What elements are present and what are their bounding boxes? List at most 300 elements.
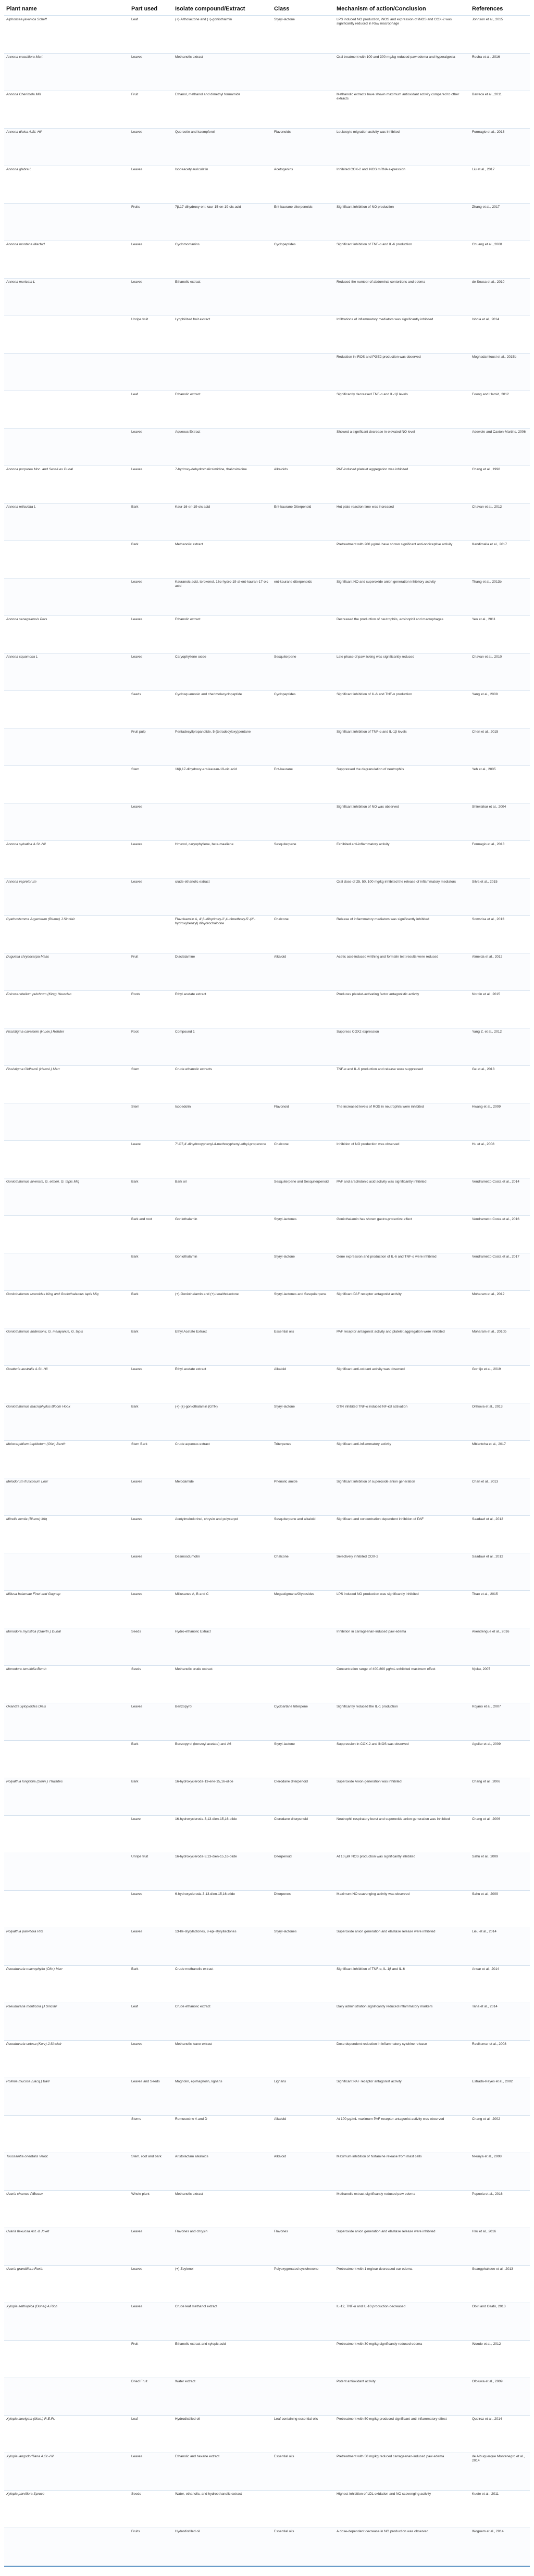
cell-class	[272, 616, 334, 653]
cell-class	[272, 991, 334, 1028]
cell-mechanism: Oral treatment with 100 and 300 mg/kg reduced paw edema and hyperalgesia	[337, 55, 455, 59]
table-row	[4, 878, 530, 916]
cell-plant-name	[4, 1891, 129, 1928]
cell-class: Triterpenes	[274, 1442, 292, 1446]
cell-part-used: Leaves	[131, 430, 143, 434]
cell-plant-name	[4, 1216, 129, 1253]
cell-isolate: (+)-Goniothalamin and (+)-isoaltholactone	[175, 1292, 239, 1296]
cell-part-used: Leaves	[131, 580, 143, 584]
cell-isolate	[173, 803, 272, 840]
cell-references: Rocha et al., 2016	[472, 55, 500, 59]
cell-class	[272, 1666, 334, 1703]
table-row	[4, 1628, 530, 1666]
cell-references: Estrada-Reyes et al., 2002	[472, 2080, 513, 2083]
cell-plant-name: Annona Cherimola Mill	[6, 93, 41, 96]
cell-class: Diterpenoid	[274, 1855, 292, 1858]
cell-plant-name: Duguetia chrysocarpa Maas	[6, 955, 49, 959]
table-row	[4, 991, 530, 1028]
cell-references: Foong and Hamid, 2012	[472, 393, 509, 396]
table-row	[4, 2191, 530, 2228]
cell-references: Saadawi et al., 2012	[472, 1555, 503, 1559]
cell-part-used: Root	[131, 1030, 139, 1034]
cell-mechanism: Exhibited anti-inflammatory activity	[337, 843, 390, 846]
cell-plant-name: Pseuduvaria monticola (J.Sinclair	[6, 2005, 57, 2008]
cell-mechanism: Gene expression and production of IL-6 and TNF-α were inhibited	[337, 1255, 437, 1259]
cell-class: Sesquiterpene and alkaloid	[274, 1517, 316, 1521]
cell-part-used: Leaves	[131, 618, 143, 621]
cell-mechanism: Oral dose of 25, 50, 100 mg/kg inhibited the release of inflammatory mediators	[337, 880, 456, 884]
cell-part-used: Stem	[131, 1105, 140, 1109]
table-row	[4, 2453, 530, 2491]
cell-mechanism: Suppression in COX-2 and iNOS was observed	[337, 1742, 409, 1746]
table-body	[4, 16, 530, 2566]
cell-isolate: Ethyl acetate extract	[175, 1367, 206, 1371]
table-row	[4, 2416, 530, 2453]
cell-plant-name: Annona muricata L	[6, 280, 35, 284]
table-row	[4, 541, 530, 579]
cell-part-used: Stem	[131, 768, 140, 771]
cell-plant-name	[4, 691, 129, 728]
cell-plant-name	[4, 316, 129, 353]
cell-part-used: Stem	[131, 1067, 140, 1071]
cell-isolate: 16-hydroxycleroda-3,13-dien-15,16-olide	[175, 1855, 237, 1858]
cell-isolate: Hydrodistilled oil	[175, 2530, 201, 2533]
cell-references: Vendrametto Costa et al., 2014	[472, 1180, 519, 1184]
cell-plant-name: Annona sylvatica A.St.-Hil	[6, 843, 46, 846]
cell-isolate: crude ethanolic extract	[175, 880, 210, 884]
cell-part-used: Roots	[131, 992, 141, 996]
cell-part-used: Leaves	[131, 1480, 143, 1484]
cell-part-used: Stem Bark	[131, 1442, 147, 1446]
cell-part-used	[129, 916, 173, 953]
cell-part-used: Leaves	[131, 880, 143, 884]
table-row	[4, 129, 530, 166]
cell-references: Formagio et al., 2013	[472, 843, 505, 846]
cell-isolate: Water extract	[175, 2380, 195, 2383]
cell-class	[272, 803, 334, 840]
table-row	[4, 2303, 530, 2341]
cell-class: Alkaloid	[274, 1367, 287, 1371]
table-row	[4, 916, 530, 953]
table-row	[4, 1291, 530, 1328]
cell-part-used: Leave	[131, 1817, 141, 1821]
cell-mechanism: Maximum NO scavenging activity was observed	[337, 1892, 409, 1896]
table-row	[4, 1741, 530, 1778]
cell-class: Sesquiterpene	[274, 655, 296, 659]
cell-references: Moharam et al., 2012	[472, 1292, 505, 1296]
cell-plant-name	[4, 2341, 129, 2378]
cell-class	[272, 728, 334, 765]
cell-mechanism: Concentration range of 400-800 μg/mL exhibited maximum effect	[337, 1667, 436, 1671]
cell-class	[272, 54, 334, 91]
cell-part-used: Fruit	[131, 955, 139, 959]
cell-part-used: Leaf	[131, 393, 138, 396]
cell-mechanism: At 10 μM NOS production was significantly inhibited	[337, 1855, 416, 1858]
cell-plant-name	[4, 429, 129, 466]
cell-mechanism: Goniothalamin has shown gastro-protective effect	[337, 1217, 412, 1221]
cell-plant-name: Xylopia parviflora Spruce	[6, 2492, 45, 2496]
cell-plant-name	[4, 2528, 129, 2565]
table-row	[4, 54, 530, 91]
table-row	[4, 1666, 530, 1703]
cell-isolate: Ethanol, methanol and dimethyl formamide	[175, 93, 241, 96]
cell-class: Essential oils	[274, 1330, 294, 1334]
cell-isolate: Ethanolic and hexane extract	[175, 2455, 220, 2458]
cell-references: Hu et al., 2008	[472, 1142, 494, 1146]
cell-references: Yeh et al., 2005	[472, 768, 496, 771]
cell-class	[272, 391, 334, 428]
cell-part-used: Bark	[131, 1330, 139, 1334]
cell-isolate: Methanolic extract	[175, 55, 203, 59]
table-row	[4, 2041, 530, 2078]
cell-plant-name	[4, 579, 129, 615]
cell-isolate: 7β,17-dihydroxy-ent-kaur-15-en-19-oic acid	[175, 205, 241, 209]
cell-plant-name: Goniothalamus uvaroides King and Goniothalamus tapis Miq	[6, 1292, 99, 1296]
cell-plant-name: Melocarpidium Lepidotum (Oliv.) Benth	[6, 1442, 66, 1446]
cell-references: Chang et al., 2006	[472, 1817, 500, 1821]
cell-isolate: Benzopyrol (benzoyl acetate) and A6	[175, 1742, 231, 1746]
cell-class	[272, 316, 334, 353]
cell-plant-name: Xylopia aethiopica (Dunal) A.Rich	[6, 2305, 57, 2308]
cell-mechanism: Reduction in iROS and PGE2 production was observed	[337, 355, 421, 359]
table-row	[4, 2341, 530, 2378]
cell-class	[272, 1028, 334, 1065]
cell-mechanism: Significant inhibition of TNF-α and IL-1β levels	[337, 730, 407, 734]
cell-class	[272, 541, 334, 578]
cell-references: Chuang et al., 2008	[472, 243, 502, 246]
cell-class: Phenolic amide	[274, 1480, 298, 1484]
cell-isolate: Isodeacetylauriculatin	[175, 168, 208, 171]
cell-mechanism: Hot plate reaction time was increased	[337, 505, 394, 509]
cell-plant-name: Guatteria australis A.St.-Hil	[6, 1367, 48, 1371]
cell-class	[272, 354, 334, 391]
cell-isolate: (+)-Zeylenol	[175, 2267, 194, 2271]
cell-part-used: Bark	[131, 1780, 139, 1783]
cell-mechanism: LPS induced NO production was significantly inhibited	[337, 1592, 419, 1596]
cell-references: Chang et al., 2006	[472, 1780, 500, 1783]
cell-isolate: 16-hydroxycleroda-13-ene-15,16-olide	[175, 1780, 233, 1783]
cell-class	[272, 2041, 334, 2078]
cell-class: Clerodane diterpenoid	[274, 1817, 308, 1821]
header-mechanism: Mechanism of action/Conclusion	[337, 6, 426, 12]
table-row	[4, 1516, 530, 1553]
cell-plant-name: Mitrella kentia (Blume) Miq	[6, 1517, 47, 1521]
table-bottom-rule	[4, 2566, 530, 2567]
cell-isolate: Aristolactam alkaloids	[175, 2155, 208, 2158]
table-row	[4, 1591, 530, 1628]
cell-class: Styryl-lactone	[274, 18, 295, 21]
cell-references: Chavan et al., 2012	[472, 505, 502, 509]
cell-isolate: Caryophyllene oxide	[175, 655, 206, 659]
cell-part-used: Leaves	[131, 1892, 143, 1896]
cell-class: Megastigmane/Glycosides	[274, 1592, 315, 1596]
cell-mechanism: Pretreatment with 1 mg/ear decreased ear edema	[337, 2267, 413, 2271]
cell-references: Woguem et al., 2014	[472, 2530, 504, 2533]
table-row	[4, 2228, 530, 2266]
cell-plant-name	[4, 728, 129, 765]
table-row	[4, 1328, 530, 1366]
cell-class	[272, 279, 334, 316]
cell-plant-name: Annona senegalensis Pers	[6, 618, 47, 621]
cell-mechanism: Showed a significant decrease in elevated NO level	[337, 430, 415, 434]
cell-mechanism: Dose dependent reduction in inflammatory cytokine release	[337, 2042, 427, 2046]
cell-references: Nordin et al., 2015	[472, 992, 500, 996]
cell-plant-name: Miliusa balansae Finet and Gagnep	[6, 1592, 60, 1596]
cell-plant-name	[4, 1553, 129, 1590]
cell-references: Liu et al., 2017	[472, 168, 495, 171]
cell-references: Chavan et al., 2010	[472, 655, 502, 659]
cell-plant-name	[4, 803, 129, 840]
cell-isolate: Melodamide	[175, 1480, 194, 1484]
cell-plant-name: Alphonsea javanica Scheff	[6, 18, 47, 21]
cell-isolate: Methanolic extract	[175, 2192, 203, 2196]
cell-references: Vendrametto Costa et al., 2017	[472, 1255, 519, 1259]
cell-class: Ent-kaurane diterpenoids	[274, 205, 313, 209]
cell-references: Queiroz et al., 2014	[472, 2417, 502, 2421]
cell-mechanism: Significant anti-inflammatory activity	[337, 1442, 391, 1446]
cell-part-used: Bark	[131, 1742, 139, 1746]
cell-class: Alkaloids	[274, 468, 288, 471]
cell-isolate: Cyclosquamosin and cherimolacyclopeptide	[175, 693, 242, 696]
cell-part-used: Fruits	[131, 2530, 140, 2533]
cell-class	[272, 2341, 334, 2378]
cell-isolate: Cyclomontanins	[175, 243, 200, 246]
table-row	[4, 654, 530, 691]
cell-references: Yang Z. et al., 2012	[472, 1030, 502, 1034]
table-row	[4, 2003, 530, 2041]
cell-class: Styryl-lactones	[274, 1217, 297, 1221]
cell-class: Lignans	[274, 2080, 287, 2083]
cell-references: Gontijo et al., 2019	[472, 1367, 501, 1371]
cell-class: Polyoxygenated cyclohexene	[274, 2267, 319, 2271]
table-row	[4, 1478, 530, 1516]
table-row	[4, 2116, 530, 2153]
table-row	[4, 691, 530, 728]
cell-references: Mbiantcha et al., 2017	[472, 1442, 506, 1446]
cell-part-used: Leaves	[131, 2305, 143, 2308]
cell-isolate: Crude methanolic extract	[175, 1967, 214, 1971]
cell-class: Styryl-lactones	[274, 1930, 297, 1933]
cell-references: Moharam et al., 2010b	[472, 1330, 506, 1334]
cell-mechanism: Significant inhibition of TNF-α and IL-6 production	[337, 243, 412, 246]
cell-part-used: Whole plant	[131, 2192, 150, 2196]
cell-mechanism: Superoxide Anion generation was inhibited	[337, 1780, 402, 1783]
cell-references: Vendrametto Costa et al., 2016	[472, 1217, 519, 1221]
cell-plant-name: Toussaintia orientalis Verdc	[6, 2155, 48, 2158]
table-row	[4, 841, 530, 878]
cell-mechanism: Inhibited COX-2 and iNOS mRNA expression	[337, 168, 405, 171]
cell-isolate: (+)-Altholactone and (+)-goniothalmin	[175, 18, 232, 21]
table-row	[4, 2528, 530, 2566]
cell-mechanism: Suppress COX2 expression	[337, 1030, 379, 1034]
header-part-used: Part used	[131, 6, 158, 12]
cell-isolate: 7-hydroxy-dehydrothalicsimidine, thalicsimidine	[175, 468, 247, 471]
cell-isolate: Romucosine A and D	[175, 2117, 207, 2121]
cell-mechanism: Significant PAF receptor antagonist activity	[337, 2080, 402, 2083]
cell-isolate: Crude ethanolic extract	[175, 2005, 210, 2008]
cell-part-used: Leaves	[131, 655, 143, 659]
cell-part-used: Leaves	[131, 1555, 143, 1559]
cell-mechanism: Pretreatment with 50 mg/kg produced significant anti-inflammatory effect	[337, 2417, 447, 2421]
cell-isolate: Miliusanes A, B and C	[175, 1592, 209, 1596]
cell-mechanism: Release of inflammatory mediators was significantly inhibited	[337, 918, 429, 921]
cell-mechanism: Maximum inhibition of histamine release from mast cells	[337, 2155, 422, 2158]
header-references: References	[472, 6, 503, 12]
cell-plant-name: Goniothalamus macrophyllus Bloom Hook	[6, 1405, 70, 1409]
cell-references: Popoola et al., 2016	[472, 2192, 503, 2196]
cell-part-used: Leaves	[131, 1705, 143, 1708]
cell-references: Chen et al., 2015	[472, 730, 499, 734]
cell-plant-name: Monodora myristica (Gaertn.) Dunal	[6, 1630, 61, 1633]
cell-isolate: Hydro-ethanolic Extract	[175, 1630, 211, 1633]
table-row	[4, 1553, 530, 1591]
cell-isolate: Ethanolic extract	[175, 393, 201, 396]
cell-part-used: Leaf	[131, 18, 138, 21]
cell-references: Sahu et al., 2009	[472, 1855, 498, 1858]
cell-plant-name	[4, 2378, 129, 2415]
cell-isolate: Crude aqueous extract	[175, 1442, 210, 1446]
cell-isolate: 16-hydroxycleroda-3,13-dien-15,16-olide	[175, 1817, 237, 1821]
cell-references: Anuar et al., 2014	[472, 1967, 500, 1971]
table-row	[4, 616, 530, 654]
data-table	[4, 2, 530, 2566]
cell-part-used: Leaves	[131, 2267, 143, 2271]
cell-mechanism: Methanolic extract significantly reduced paw edema	[337, 2192, 416, 2196]
cell-part-used: Bark	[131, 505, 139, 509]
cell-isolate: Water, ethanolic, and hydroethanolic extract	[175, 2492, 242, 2496]
cell-plant-name: Goniothalamus arvensis, G. elmeri, G. tapis Miq	[6, 1180, 79, 1184]
table-row	[4, 1816, 530, 1853]
cell-class: Flavonoids	[274, 130, 291, 134]
cell-class	[272, 2303, 334, 2340]
cell-plant-name	[4, 1816, 129, 1853]
cell-isolate: Quercetin and kaempferol	[175, 130, 215, 134]
table-row	[4, 766, 530, 803]
cell-class: Alkaloid	[274, 2117, 287, 2121]
cell-isolate: Hmexol, caryophyllene, beta-maaliene	[175, 843, 234, 846]
cell-isolate: Desmosdumotin	[175, 1555, 200, 1559]
cell-references: Saadawi et al., 2012	[472, 1517, 503, 1521]
table-header	[4, 2, 530, 16]
cell-mechanism: Inhibition in carrageenan-induced paw edema	[337, 1630, 406, 1633]
cell-plant-name	[4, 1141, 129, 1178]
cell-class	[272, 2491, 334, 2528]
cell-plant-name: Annona glabra L	[6, 168, 32, 171]
cell-class	[272, 1628, 334, 1665]
cell-isolate: Aqueous Extract	[175, 430, 201, 434]
cell-references: Formagio et al., 2013	[472, 130, 505, 134]
cell-class: Styryl-lactones and Sesquiterpene	[274, 1292, 327, 1296]
cell-part-used: Stem, root and bark	[131, 2155, 162, 2158]
cell-class: Alkaloid	[274, 2155, 287, 2158]
cell-mechanism: Significant inhibition of superoxide anion generation	[337, 1480, 415, 1484]
cell-plant-name: Xylopia langsdorffiana A.St.-Hil	[6, 2455, 54, 2458]
table-row	[4, 1403, 530, 1441]
cell-part-used: Leaves	[131, 2042, 143, 2046]
cell-class: Clerodane diterpenoid	[274, 1780, 308, 1783]
cell-mechanism: Superoxide anion generation and elastase release were inhibited	[337, 1930, 436, 1933]
cell-plant-name: Cyathostemma Argenteum (Blume) J.Sinclair	[6, 918, 75, 921]
cell-part-used: Leaves	[131, 1592, 143, 1596]
cell-class: Flavonoid	[274, 1105, 289, 1109]
cell-plant-name	[4, 204, 129, 241]
cell-references: Ge et al., 2013	[472, 1067, 495, 1071]
cell-isolate: 6-hydroxycleroda-3,13-dien-15,16-olide	[175, 1892, 235, 1896]
cell-references: Shirwaikar et al., 2004	[472, 805, 506, 809]
cell-part-used: Leaf	[131, 2417, 138, 2421]
cell-plant-name	[4, 2116, 129, 2153]
cell-mechanism: Significantly reduced the IL-1 production	[337, 1705, 398, 1708]
table-row	[4, 1028, 530, 1066]
cell-isolate: 13-Ile-styrylactones, 8-epi-styryllactones	[175, 1930, 237, 1933]
cell-mechanism: Significant inhibition of NO production	[337, 205, 394, 209]
cell-plant-name: Oxandra xylopioides Diels	[6, 1705, 46, 1708]
table-row	[4, 1216, 530, 1253]
cell-part-used: Fruits	[131, 205, 140, 209]
cell-class: Alkaloid	[274, 955, 287, 959]
table-row	[4, 391, 530, 429]
cell-class: Sesquiterpene and Sesquiterpenoid	[274, 1180, 329, 1184]
cell-part-used: Leaves and Seeds	[131, 2080, 160, 2083]
cell-part-used: Fruit	[131, 2342, 139, 2346]
cell-plant-name: Rollinia mucosa (Jacq.) Baill	[6, 2080, 49, 2083]
table-row	[4, 1966, 530, 2003]
cell-references: Ravikumar et al., 2008	[472, 2042, 506, 2046]
cell-references: Adewole and Caxton-Martins, 2006	[472, 430, 526, 434]
table-row	[4, 953, 530, 991]
table-row	[4, 166, 530, 204]
cell-class: Essential oils	[274, 2455, 294, 2458]
cell-isolate: Flavokawain A, 4',6'-dihydroxy-2',4'-dimethoxy-5'-(2''-hydroxybenzyl) dihydrochalcone	[175, 918, 256, 925]
cell-part-used: Bark	[131, 1180, 139, 1184]
cell-mechanism: Significant anti-oxidant activity was observed	[337, 1367, 405, 1371]
cell-references: Hsu et al., 2016	[472, 2230, 496, 2233]
cell-references: Seangphakdee et al., 2013	[472, 2267, 513, 2271]
cell-part-used: Seeds	[131, 1630, 141, 1633]
cell-part-used: Seeds	[131, 693, 141, 696]
cell-class: Styryl-lactone	[274, 1255, 295, 1259]
cell-plant-name: Annona reticulata L	[6, 505, 36, 509]
table-row	[4, 1253, 530, 1291]
cell-mechanism: Potent antioxidant activity	[337, 2380, 376, 2383]
cell-references: Thang et al., 2013b	[472, 580, 502, 584]
cell-mechanism: IL-12, TNF-α and IL-10 production decreased	[337, 2305, 406, 2308]
table-row	[4, 16, 530, 54]
table-row	[4, 1441, 530, 1478]
cell-plant-name: Uvaria grandiflora Roxb.	[6, 2267, 44, 2271]
table-row	[4, 1178, 530, 1216]
cell-class	[272, 2191, 334, 2228]
cell-part-used: Bark	[131, 1292, 139, 1296]
table-row	[4, 579, 530, 616]
cell-isolate: Ethyl acetate extract	[175, 992, 206, 996]
cell-class: Cyclopeptides	[274, 243, 296, 246]
cell-plant-name	[4, 541, 129, 578]
cell-plant-name: Goniothalamus andersonii, G. malayanus, G. tapis	[6, 1330, 83, 1334]
cell-isolate: Goniothalamin	[175, 1217, 197, 1221]
cell-class	[272, 2003, 334, 2040]
table-row	[4, 504, 530, 541]
cell-part-used: Bark	[131, 543, 139, 546]
cell-mechanism: GTN inhibited TNF-α induced NF-κB activation	[337, 1405, 407, 1409]
cell-class	[272, 878, 334, 915]
cell-plant-name: Fissistigma Oldhamii (Hemsl.) Merr	[6, 1067, 60, 1071]
cell-part-used: Leaves	[131, 280, 143, 284]
cell-part-used: Bark	[131, 1405, 139, 1409]
cell-part-used: Leaves	[131, 55, 143, 59]
cell-part-used: Bark	[131, 1967, 139, 1971]
cell-class: Ent-kaurane	[274, 768, 293, 771]
